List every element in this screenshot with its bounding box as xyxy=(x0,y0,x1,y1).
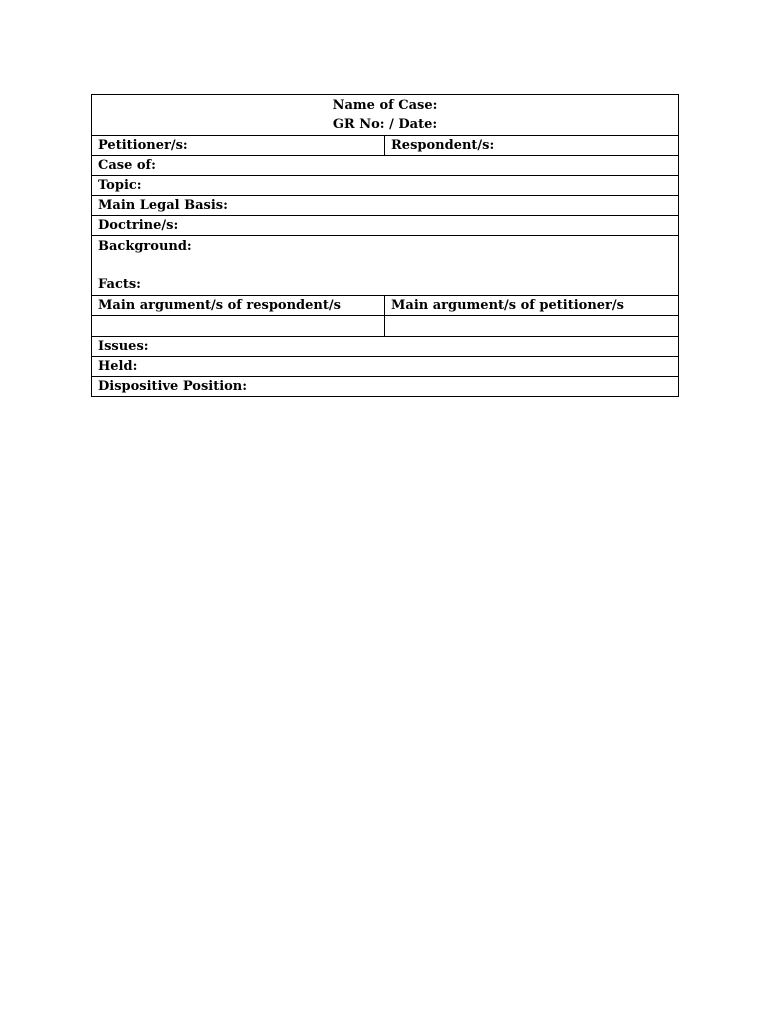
arg-respondents-label: Main argument/s of respondent/s xyxy=(92,296,385,316)
dispositive-row xyxy=(92,377,679,397)
header-cell xyxy=(92,95,679,136)
dispositive-position-label: Dispositive Position: xyxy=(92,377,679,397)
facts-label: Facts: xyxy=(98,277,141,292)
main-legal-basis-label: Main Legal Basis: xyxy=(92,196,679,216)
held-row xyxy=(92,357,679,377)
doctrines-label: Doctrine/s: xyxy=(92,216,679,236)
case-of-row xyxy=(92,156,679,176)
held-label: Held: xyxy=(92,357,679,377)
case-digest-form xyxy=(91,94,679,397)
arguments-content-row xyxy=(92,316,679,337)
respondents-label: Respondent/s: xyxy=(385,136,679,156)
gr-no-date-label: GR No: / Date: xyxy=(332,117,438,132)
issues-label: Issues: xyxy=(92,337,679,357)
background-label: Background: xyxy=(98,239,192,254)
arg-respondents-cell xyxy=(92,316,385,337)
arg-petitioners-label: Main argument/s of petitioner/s xyxy=(385,296,679,316)
case-of-label: Case of: xyxy=(92,156,679,176)
arguments-header-row xyxy=(92,296,679,316)
petitioners-label: Petitioner/s: xyxy=(92,136,385,156)
topic-row xyxy=(92,176,679,196)
background-facts-row xyxy=(92,236,679,296)
header-row xyxy=(92,95,679,136)
name-of-case-label: Name of Case: xyxy=(332,98,438,113)
doctrines-row xyxy=(92,216,679,236)
issues-row xyxy=(92,337,679,357)
parties-row xyxy=(92,136,679,156)
arg-petitioners-cell xyxy=(385,316,679,337)
legal-basis-row xyxy=(92,196,679,216)
topic-label: Topic: xyxy=(92,176,679,196)
background-facts-cell xyxy=(92,236,679,296)
